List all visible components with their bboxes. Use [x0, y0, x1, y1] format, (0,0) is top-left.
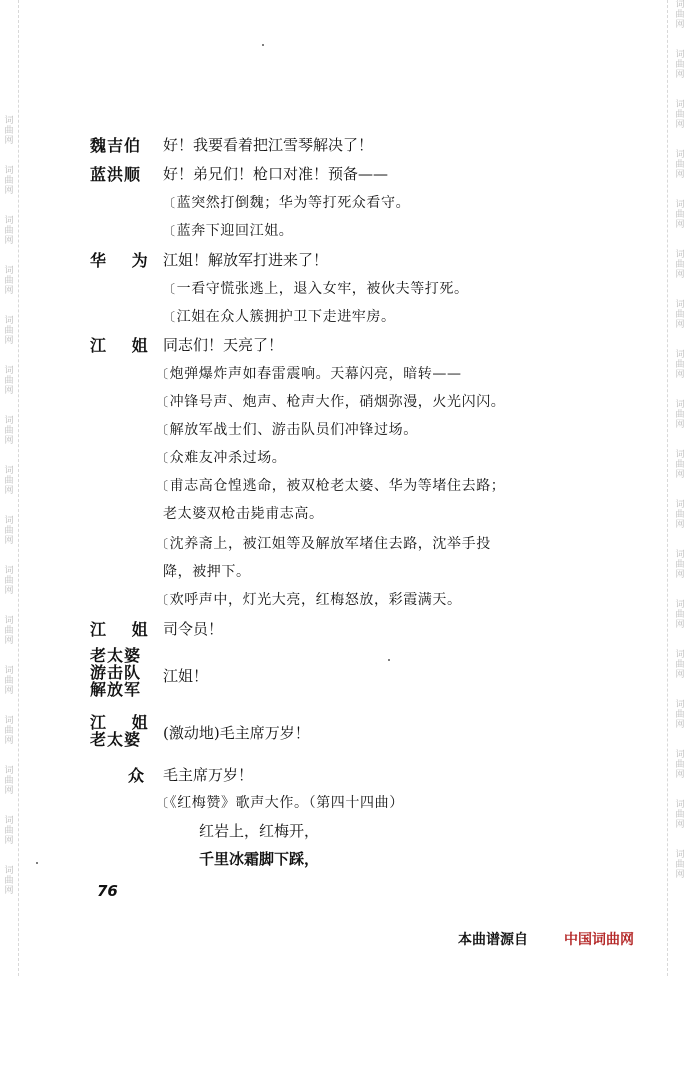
- watermark-group: 词 曲 网: [675, 650, 685, 680]
- song-lyric: 千里冰霜脚下踩，: [199, 850, 320, 868]
- watermark-group: 词 曲 网: [4, 616, 14, 646]
- watermark-group: 词 曲 网: [675, 250, 685, 280]
- speaker-lao-taipo: 老太婆: [90, 730, 142, 749]
- watermark-group: 词 曲 网: [4, 766, 14, 796]
- watermark-left: [2, 0, 16, 1092]
- stage-direction: 〔《红梅赞》歌声大作。（第四十四曲）: [156, 795, 404, 811]
- scan-speck: [262, 44, 264, 46]
- stage-direction: 〔江姐在众人簇拥护卫下走进牢房。: [163, 309, 396, 325]
- watermark-group: 词 曲 网: [675, 0, 685, 30]
- speaker-youjidui: 游击队: [90, 663, 142, 682]
- stage-direction-continued: 老太婆双枪击毙甫志高。: [163, 506, 324, 522]
- scan-speck: [388, 659, 390, 661]
- source-label: 本曲谱源自: [458, 932, 528, 948]
- stage-direction: 〔欢呼声中，灯光大亮，红梅怒放，彩霞满天。: [156, 592, 462, 608]
- dialogue-line: 江姐！: [163, 667, 209, 685]
- watermark-group: 词 曲 网: [675, 100, 685, 130]
- watermark-group: 词 曲 网: [675, 800, 685, 830]
- speaker-lan-hongshun: 蓝洪顺: [90, 165, 142, 184]
- watermark-group: 词 曲 网: [4, 416, 14, 446]
- page-number: 76: [97, 882, 118, 900]
- watermark-group: 词 曲 网: [675, 450, 685, 480]
- dialogue-line: (激动地)毛主席万岁！: [163, 724, 310, 742]
- watermark-group: 词 曲 网: [675, 350, 685, 380]
- watermark-group: 词 曲 网: [675, 600, 685, 630]
- dialogue-line: 江姐！解放军打进来了！: [163, 251, 329, 269]
- stage-direction: 〔解放军战士们、游击队员们冲锋过场。: [156, 422, 418, 438]
- watermark-group: 词 曲 网: [675, 750, 685, 780]
- watermark-group: 词 曲 网: [4, 216, 14, 246]
- watermark-group: 词 曲 网: [4, 866, 14, 896]
- dialogue-line: 好！弟兄们！枪口对准！预备——: [163, 165, 389, 183]
- speaker-jiefangjun: 解放军: [90, 680, 142, 699]
- speaker-jiang-jie: 江 姐: [90, 336, 158, 355]
- stage-direction: 〔众难友冲杀过场。: [156, 450, 287, 466]
- watermark-group: 词 曲 网: [4, 716, 14, 746]
- watermark-group: 词 曲 网: [675, 700, 685, 730]
- speaker-wei-jibo: 魏吉伯: [90, 136, 142, 155]
- watermark-group: 词 曲 网: [675, 50, 685, 80]
- watermark-group: 词 曲 网: [4, 316, 14, 346]
- dialogue-line: 司令员！: [163, 620, 224, 638]
- watermark-group: 词 曲 网: [4, 566, 14, 596]
- dialogue-line: 好！我要看着把江雪琴解决了！: [163, 136, 374, 154]
- stage-direction: 〔沈养斋上，被江姐等及解放军堵住去路，沈举手投: [156, 536, 491, 552]
- page-edge-left: [18, 0, 19, 976]
- watermark-right: [673, 0, 687, 976]
- stage-direction: 〔一看守慌张逃上，退入女牢，被伙夫等打死。: [163, 281, 469, 297]
- watermark-group: 词 曲 网: [675, 150, 685, 180]
- watermark-group: 词 曲 网: [675, 200, 685, 230]
- dialogue-line: 同志们！天亮了！: [163, 336, 284, 354]
- watermark-group: 词 曲 网: [675, 550, 685, 580]
- scan-speck: [36, 862, 38, 864]
- watermark-group: 词 曲 网: [4, 166, 14, 196]
- watermark-group: 词 曲 网: [4, 816, 14, 846]
- stage-direction: 〔炮弹爆炸声如春雷震响。天幕闪亮，暗转——: [156, 366, 462, 382]
- dialogue-line: 毛主席万岁！: [163, 766, 254, 784]
- watermark-group: 词 曲 网: [675, 850, 685, 880]
- watermark-group: 词 曲 网: [4, 466, 14, 496]
- watermark-group: 词 曲 网: [4, 266, 14, 296]
- stage-direction-continued: 降，被押下。: [163, 564, 251, 580]
- speaker-jiang-jie: 江 姐: [90, 620, 158, 639]
- speaker-jiang-jie: 江 姐: [90, 713, 158, 732]
- speaker-lao-taipo: 老太婆: [90, 646, 142, 665]
- stage-direction: 〔甫志高仓惶逃命，被双枪老太婆、华为等堵住去路；: [156, 478, 506, 494]
- stage-direction: 〔蓝突然打倒魏；华为等打死众看守。: [163, 195, 411, 211]
- site-name: 中国词曲网: [564, 932, 634, 948]
- watermark-group: 词 曲 网: [4, 666, 14, 696]
- watermark-group: 词 曲 网: [4, 516, 14, 546]
- page-edge-right: [667, 0, 668, 976]
- speaker-hua-wei: 华 为: [90, 251, 158, 270]
- stage-direction: 〔蓝奔下迎回江姐。: [163, 223, 294, 239]
- watermark-group: 词 曲 网: [675, 300, 685, 330]
- watermark-group: 词 曲 网: [675, 400, 685, 430]
- stage-direction: 〔冲锋号声、炮声、枪声大作，硝烟弥漫，火光闪闪。: [156, 394, 506, 410]
- watermark-group: 词 曲 网: [4, 116, 14, 146]
- speaker-group: [90, 647, 141, 698]
- speaker-group: [90, 714, 158, 748]
- speaker-zhong: 众: [128, 766, 146, 785]
- watermark-group: 词 曲 网: [675, 500, 685, 530]
- song-lyric: 红岩上，红梅开，: [199, 822, 320, 840]
- watermark-group: 词 曲 网: [4, 366, 14, 396]
